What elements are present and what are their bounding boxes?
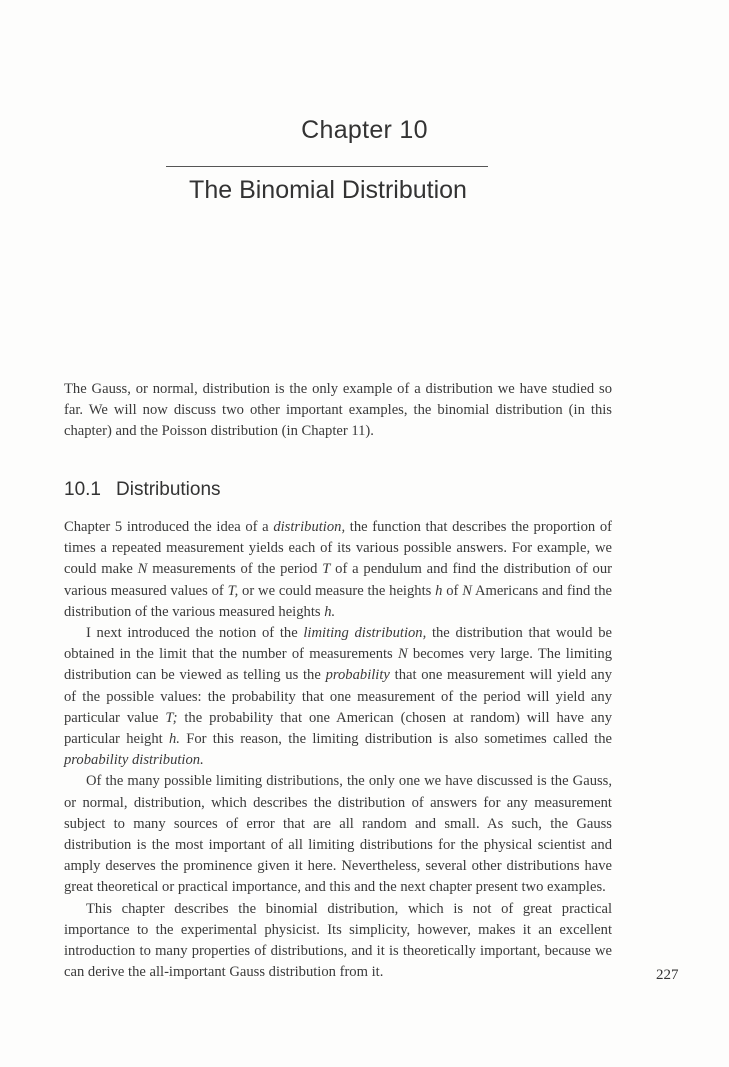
p2-text-e: the probability that one American (chosen at random) will have any particular height: [64, 709, 613, 748]
section-title: Distributions: [116, 479, 221, 500]
p1-text-a: Chapter 5 introduced the idea of a: [64, 519, 274, 535]
p1-var-h2: h.: [324, 603, 336, 620]
p2-var-h: h.: [168, 731, 180, 748]
p1-var-n: N: [137, 561, 148, 578]
section-body: [64, 517, 612, 983]
intro-paragraph: [64, 379, 612, 443]
paragraph-2: [64, 623, 612, 771]
p2-text-a: I next introduced the notion of the: [86, 625, 304, 642]
paragraph-4: This chapter describes the binomial distribution, which is not of great practical importance to the experimental physicist. Its simplicity, however, makes it an excellent introduction to many properties of distributions, and it is theoretically important, because we can derive the all-important Gauss distribution from it.: [64, 900, 612, 981]
p1-text-g: Americans and find the distribution of the various measured heights: [64, 582, 612, 620]
p2-var-n: N: [397, 646, 408, 663]
p1-text-d: of a pendulum and find the distribution of our various measured values of: [64, 561, 612, 599]
p2-term-probability-distribution: probability distribution.: [64, 752, 204, 769]
p1-text-b: the function that describes the proportion of times a repeated measurement yields each of its various possible answers. For example, we could make: [64, 519, 612, 578]
p2-text-b: the distribution that would be obtained in the limit that the number of measurements: [64, 625, 612, 663]
section-number: 10.1: [64, 479, 101, 500]
p2-term-probability: probability: [325, 667, 390, 684]
p1-var-t2: T,: [227, 582, 239, 599]
p1-var-n2: N: [462, 582, 472, 599]
intro-text: The Gauss, or normal, distribution is the only example of a distribution we have studied so far. We will now discuss two other important examples, the binomial distribution (in this chapter) and the Poisson distribution (in Chapter 11).: [64, 381, 612, 440]
paragraph-1: [64, 517, 612, 623]
p2-text-f: For this reason, the limiting distribution is also sometimes called the: [179, 731, 612, 748]
p2-text-d: that one measurement will yield any of the possible values: the probability that one measurement of the period will yield any particular value: [64, 667, 613, 726]
p2-term-limiting-distribution: limiting distribution,: [303, 625, 427, 642]
p1-text-c: measurements of the period: [147, 561, 323, 578]
p1-text-f: of: [442, 582, 463, 599]
chapter-divider: [166, 166, 488, 167]
page-number: 227: [656, 967, 679, 983]
p1-var-h: h: [435, 582, 443, 599]
p1-term-distribution: distribution,: [273, 519, 346, 535]
p2-text-c: becomes very large. The limiting distribution can be viewed as telling us the: [64, 646, 612, 684]
section-heading: [64, 479, 221, 501]
chapter-label: Chapter 10: [301, 116, 428, 144]
paragraph-3: Of the many possible limiting distributions, the only one we have discussed is the Gauss, or normal, distribution, which describes the distribution of answers for any measurement subject to many sources of error that are all random and small. As such, the Gauss distribution is the most important of all limiting distributions for the physical scientist and amply deserves the prominence given it here. Nevertheless, several other distributions have great theoretical or practical importance, and this and the next chapter present two examples.: [64, 773, 612, 896]
chapter-title: The Binomial Distribution: [189, 176, 467, 204]
p2-var-t: T;: [165, 709, 178, 726]
p1-var-t: T: [322, 561, 331, 578]
p1-text-e: or we could measure the heights: [238, 582, 436, 599]
